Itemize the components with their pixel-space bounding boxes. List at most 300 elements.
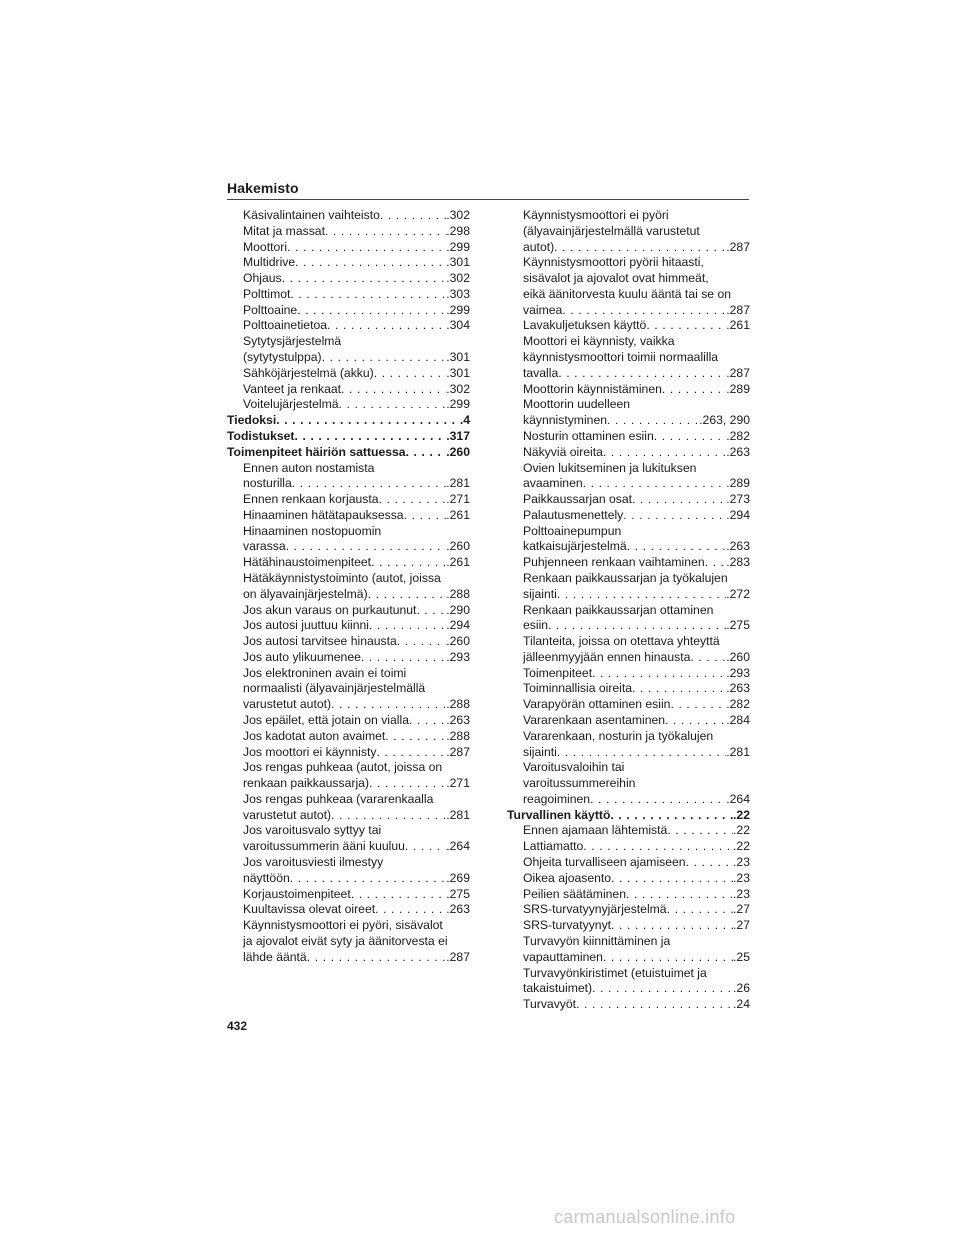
index-entry <box>507 839 750 855</box>
index-entry-row <box>227 476 470 492</box>
index-entry <box>507 508 750 524</box>
index-entry <box>507 334 750 381</box>
dot-leader <box>341 382 446 398</box>
index-entry-page: .263 <box>726 444 750 459</box>
dot-leader <box>667 902 733 918</box>
index-entry-line: Käynnistysmoottori pyörii hitaasti, <box>523 255 704 270</box>
dot-leader <box>610 808 733 824</box>
index-entry-row <box>507 681 750 697</box>
index-entry-text: Toiminnallisia oireita <box>523 681 633 696</box>
index-entry-text: Hätähinaustoimenpiteet <box>243 555 372 570</box>
index-entry-page: .263 <box>726 539 750 554</box>
index-entry-row <box>227 397 470 413</box>
index-entry <box>227 650 470 666</box>
dot-leader <box>379 492 447 508</box>
dot-leader <box>368 587 447 603</box>
index-entry-page: .260 <box>446 634 470 649</box>
index-entry <box>227 334 470 366</box>
index-entry-row <box>507 650 750 666</box>
dot-leader <box>405 839 446 855</box>
index-entry-text: Toimenpiteet häiriön sattuessa <box>227 444 406 459</box>
index-entry-row <box>227 887 470 903</box>
index-entry-page: .260 <box>446 444 470 459</box>
index-entry <box>227 618 470 634</box>
index-entry <box>227 366 470 382</box>
index-entry-row <box>227 350 470 366</box>
index-entry-page: .288 <box>446 586 470 601</box>
index-entry-text: Toimenpiteet <box>523 665 593 680</box>
index-entry <box>227 760 470 792</box>
index-entry-page: .302 <box>446 271 470 286</box>
index-entry-text: Jos epäilet, että jotain on vialla <box>243 713 409 727</box>
index-entry-text: Paikkaussarjan osat <box>523 492 633 507</box>
index-entry-line: Hätäkäynnistystoiminto (autot, joissa <box>243 570 441 585</box>
index-entry-page: .4 <box>459 413 470 428</box>
index-entry-row <box>507 792 750 808</box>
index-entry-line: Käynnistysmoottori ei pyöri, sisävalot <box>243 918 443 933</box>
index-entry <box>507 902 750 918</box>
index-entry-page: .290 <box>446 602 470 617</box>
index-entry <box>507 666 750 682</box>
index-entry-row <box>507 413 750 429</box>
index-entry-line: Käynnistysmoottori ei pyöri <box>523 208 669 222</box>
index-entry-row <box>227 776 470 792</box>
index-entry-line: varoitussummereihin <box>523 776 636 791</box>
index-entry-page: .287 <box>446 949 470 964</box>
dot-leader <box>646 318 726 334</box>
index-entry-row <box>507 492 750 508</box>
index-entry-line: Renkaan paikkaussarjan ja työkalujen <box>523 570 728 585</box>
index-entry-page: .263 <box>446 713 470 727</box>
index-entry-row <box>507 713 750 729</box>
dot-leader <box>361 650 446 666</box>
index-entry-page: .302 <box>446 208 470 222</box>
index-entry <box>507 429 750 445</box>
index-entry-row <box>507 697 750 713</box>
dot-leader <box>583 476 727 492</box>
dot-leader <box>592 666 726 682</box>
dot-leader <box>603 950 733 966</box>
index-entry-page: .304 <box>446 318 470 333</box>
index-entry-text: SRS-turvatyynyjärjestelmä <box>523 902 667 917</box>
index-entry-text: sijainti <box>523 744 557 759</box>
index-entry-page: .264 <box>446 839 470 854</box>
index-entry-text: renkaan paikkaussarja) <box>243 776 370 791</box>
index-entry <box>227 603 470 619</box>
index-entry-page: .299 <box>446 239 470 254</box>
index-entry-line: Tilanteita, joissa on otettava yhteyttä <box>523 634 720 649</box>
watermark-text: carmanualsonline.info <box>554 1207 736 1227</box>
index-entry-page: .299 <box>446 397 470 412</box>
index-entry-row <box>227 240 470 256</box>
index-entry <box>227 492 470 508</box>
index-entry-text: Jos autosi juuttuu kiinni <box>243 618 370 633</box>
index-entry <box>227 792 470 824</box>
index-entry-text: Vanteet ja renkaat <box>243 381 342 396</box>
index-entry-text: nosturilla <box>243 476 292 491</box>
index-entry-text: autot) <box>523 239 555 254</box>
index-entry-line: Moottorin uudelleen <box>523 397 631 412</box>
index-column-left <box>227 208 470 966</box>
dot-leader <box>654 429 727 445</box>
index-entry <box>507 397 750 429</box>
index-entry-row <box>227 839 470 855</box>
index-entry-text: Nosturin ottaminen esiin <box>523 428 654 443</box>
index-entry-page: .275 <box>726 618 750 633</box>
index-entry-text: Polttoaine <box>243 302 298 317</box>
index-entry-text: Turvallinen käyttö <box>507 807 611 822</box>
index-entry <box>227 713 470 729</box>
index-entry <box>227 855 470 887</box>
index-entry-text: Todistukset <box>227 428 295 443</box>
index-entry <box>227 224 470 240</box>
index-entry-page: .282 <box>726 697 750 712</box>
index-entry-line: Turvavyön kiinnittäminen ja <box>523 933 671 948</box>
dot-leader <box>327 318 446 334</box>
index-entry-row <box>227 745 470 761</box>
index-entry <box>507 918 750 934</box>
dot-leader <box>276 413 460 429</box>
dot-leader <box>322 350 447 366</box>
index-entry <box>507 634 750 666</box>
index-entry-row <box>227 445 470 461</box>
index-entry <box>507 855 750 871</box>
index-entry-row <box>507 808 750 824</box>
index-entry-page: .283 <box>726 555 750 570</box>
index-entry-row <box>227 634 470 650</box>
index-entry-page: .27 <box>733 902 750 917</box>
index-entry-page: .22 <box>733 839 750 854</box>
index-entry-text: Puhjenneen renkaan vaihtaminen <box>523 555 705 570</box>
dot-leader <box>632 681 726 697</box>
index-entry <box>507 461 750 493</box>
index-entry <box>227 287 470 303</box>
index-entry <box>227 208 470 224</box>
index-entry-page: .27 <box>733 918 750 933</box>
index-entry-page: .284 <box>726 713 750 727</box>
dot-leader <box>292 476 446 492</box>
index-entry-text: Voitelujärjestelmä <box>243 397 339 412</box>
index-entry-text: jälleenmyyjään ennen hinausta <box>523 649 691 664</box>
dot-leader <box>286 539 447 555</box>
index-entry-line: sisävalot ja ajovalot ovat himmeät, <box>523 271 709 286</box>
index-entry-row <box>507 839 750 855</box>
dot-leader <box>290 871 447 887</box>
index-entry-line: käynnistysmoottori toimii normaalilla <box>523 350 719 365</box>
index-entry-text: sijainti <box>523 586 557 601</box>
index-entry-page: .261 <box>446 507 470 522</box>
index-entry-text: Jos autosi tarvitsee hinausta <box>243 634 397 649</box>
index-entry-page: .272 <box>726 586 750 601</box>
index-entry-row <box>227 729 470 745</box>
page-number: 432 <box>227 1019 248 1033</box>
index-heading-entry <box>227 445 470 461</box>
index-entry <box>227 745 470 761</box>
index-entry-page: .301 <box>446 350 470 365</box>
index-entry-row <box>227 287 470 303</box>
index-entry-row <box>227 539 470 555</box>
index-entry-row <box>227 650 470 666</box>
dot-leader <box>416 603 446 619</box>
index-entry-text: vapauttaminen <box>523 949 603 964</box>
index-entry-row <box>507 476 750 492</box>
dot-leader <box>554 240 726 256</box>
index-entry-text: Sähköjärjestelmä (akku) <box>243 365 374 380</box>
index-entry-page: .264 <box>726 791 750 806</box>
index-entry <box>227 918 470 965</box>
index-entry-page: .294 <box>446 618 470 633</box>
index-entry-row <box>507 618 750 634</box>
index-entry-row <box>227 413 470 429</box>
dot-leader <box>369 618 446 634</box>
index-entry <box>507 445 750 461</box>
index-entry <box>507 966 750 998</box>
index-entry-page: .288 <box>446 728 470 743</box>
index-entry-row <box>227 366 470 382</box>
index-entry-line: eikä äänitorvesta kuulu ääntä tai se on <box>523 286 732 301</box>
index-entry-page: .302 <box>446 381 470 396</box>
index-entry-text: (sytytystulppa) <box>243 350 322 365</box>
index-entry-row <box>507 555 750 571</box>
index-entry <box>227 887 470 903</box>
index-entry-text: Polttoainetietoa <box>243 318 328 333</box>
index-entry-text: Hinaaminen hätätapauksessa <box>243 507 404 522</box>
index-entry-row <box>227 208 470 224</box>
index-entry-text: esiin <box>523 618 549 633</box>
dot-leader <box>562 303 726 319</box>
index-entry-page: .287 <box>726 239 750 254</box>
index-entry-row <box>227 382 470 398</box>
index-entry-line: Jos rengas puhkeaa (autot, joissa on <box>243 760 443 775</box>
index-entry-row <box>227 587 470 603</box>
dot-leader <box>371 555 446 571</box>
index-entry-page: .22 <box>733 807 750 822</box>
index-entry-page: .24 <box>733 997 750 1012</box>
index-entry <box>507 887 750 903</box>
dot-leader <box>667 823 733 839</box>
dot-leader <box>548 618 726 634</box>
index-entry-row <box>227 902 470 918</box>
index-entry-text: Korjaustoimenpiteet <box>243 886 351 901</box>
dot-leader <box>297 303 446 319</box>
index-entry <box>227 524 470 556</box>
index-entry-text: Lattiamatto <box>523 839 584 854</box>
dot-leader <box>590 792 726 808</box>
index-entry-row <box>227 224 470 240</box>
index-entry <box>227 634 470 650</box>
index-entry <box>227 461 470 493</box>
index-entry <box>227 255 470 271</box>
index-entry-line: ja ajovalot eivät syty ja äänitorvesta ei <box>243 933 448 948</box>
index-entry-text: Jos akun varaus on purkautunut <box>243 602 417 617</box>
dot-leader <box>406 445 447 461</box>
index-entry <box>507 934 750 966</box>
index-entry-page: .294 <box>726 507 750 522</box>
index-entry-text: Moottorin käynnistäminen <box>523 381 662 396</box>
index-entry-row <box>227 603 470 619</box>
index-entry-page: .263, 290 <box>699 413 750 428</box>
index-entry <box>507 603 750 635</box>
index-entry-page: .261 <box>726 318 750 333</box>
index-entry <box>507 729 750 761</box>
dot-leader <box>611 871 733 887</box>
dot-leader <box>603 445 726 461</box>
index-entry-text: Vararenkaan asentaminen <box>523 713 666 727</box>
index-entry-text: käynnistyminen <box>523 413 607 428</box>
dot-leader <box>331 697 446 713</box>
index-entry <box>507 681 750 697</box>
index-entry <box>507 492 750 508</box>
index-entry-row <box>227 555 470 571</box>
index-entry-page: .25 <box>733 949 750 964</box>
dot-leader <box>307 950 447 966</box>
index-entry-row <box>227 492 470 508</box>
index-entry-row <box>227 713 470 729</box>
index-entry <box>507 255 750 318</box>
index-entry <box>227 823 470 855</box>
index-entry-text: avaaminen <box>523 476 583 491</box>
index-entry <box>507 871 750 887</box>
dot-leader <box>665 713 726 729</box>
index-entry <box>507 571 750 603</box>
dot-leader <box>376 745 446 761</box>
index-entry-page: .263 <box>726 681 750 696</box>
index-entry <box>227 303 470 319</box>
dot-leader <box>351 887 447 903</box>
index-entry-text: Jos moottori ei käynnisty <box>243 744 377 759</box>
index-entry-line: (älyavainjärjestelmällä varustetut <box>523 223 700 238</box>
index-entry-page: .287 <box>726 365 750 380</box>
dot-leader <box>576 997 733 1013</box>
index-entry-page: .23 <box>733 855 750 870</box>
index-entry-row <box>507 902 750 918</box>
index-entry-row <box>507 997 750 1013</box>
index-entry-text: Tiedoksi <box>227 413 277 428</box>
index-entry-page: .275 <box>446 886 470 901</box>
index-entry-row <box>227 618 470 634</box>
index-entry-page: .23 <box>733 870 750 885</box>
index-entry-page: .269 <box>446 870 470 885</box>
index-entry-page: .288 <box>446 697 470 712</box>
index-entry-text: Ohjeita turvalliseen ajamiseen <box>523 855 686 870</box>
index-entry-text: Mitat ja massat <box>243 223 325 238</box>
index-entry-text: Ennen renkaan korjausta <box>243 492 379 507</box>
index-entry <box>227 240 470 256</box>
index-entry-line: Moottori ei käynnisty, vaikka <box>523 334 675 349</box>
index-entry-page: .26 <box>733 981 750 996</box>
dot-leader <box>623 508 726 524</box>
index-entry-row <box>227 950 470 966</box>
index-entry-line: Jos varoitusvalo syttyy tai <box>243 823 382 838</box>
index-entry-row <box>227 697 470 713</box>
dot-leader <box>380 208 446 224</box>
dot-leader <box>375 902 446 918</box>
index-entry-page: .260 <box>446 539 470 554</box>
index-entry-text: varoitussummerin ääni kuuluu <box>243 839 405 854</box>
index-entry <box>227 318 470 334</box>
index-entry <box>507 555 750 571</box>
index-entry <box>227 555 470 571</box>
index-entry-line: Renkaan paikkaussarjan ottaminen <box>523 602 714 617</box>
index-entry-page: .271 <box>446 776 470 791</box>
index-entry <box>227 571 470 603</box>
index-entry-row <box>507 382 750 398</box>
index-entry-text: Ohjaus <box>243 271 282 286</box>
index-entry-page: .293 <box>726 665 750 680</box>
index-entry <box>507 823 750 839</box>
index-entry-row <box>227 271 470 287</box>
dot-leader <box>369 776 446 792</box>
index-entry-line: Polttoainepumpun <box>523 523 622 538</box>
index-entry-page: .260 <box>726 649 750 664</box>
index-entry-text: tavalla <box>523 365 559 380</box>
index-entry-row <box>507 981 750 997</box>
dot-leader <box>705 555 727 571</box>
index-entry-row <box>507 508 750 524</box>
dot-leader <box>374 366 447 382</box>
index-entry <box>227 729 470 745</box>
index-entry-page: .317 <box>446 428 470 443</box>
index-entry <box>227 508 470 524</box>
index-entry-line: Ovien lukitseminen ja lukituksen <box>523 460 697 475</box>
index-entry <box>227 382 470 398</box>
index-entry <box>227 666 470 713</box>
index-entry-row <box>507 240 750 256</box>
dot-leader <box>558 366 726 382</box>
dot-leader <box>611 918 733 934</box>
index-entry-text: varustetut autot) <box>243 697 332 712</box>
index-entry-text: Peilien säätäminen <box>523 886 626 901</box>
dot-leader <box>397 634 446 650</box>
dot-leader <box>607 413 699 429</box>
index-entry-row <box>507 950 750 966</box>
index-entry <box>507 382 750 398</box>
index-heading-entry <box>507 808 750 824</box>
dot-leader <box>592 981 733 997</box>
dot-leader <box>339 397 447 413</box>
index-entry-text: Ennen ajamaan lähtemistä <box>523 823 668 838</box>
index-entry-line: normaalisti (älyavainjärjestelmällä <box>243 681 426 696</box>
section-title: Hakemisto <box>227 180 299 196</box>
index-entry-row <box>507 445 750 461</box>
index-entry <box>507 697 750 713</box>
index-entry-row <box>507 318 750 334</box>
dot-leader <box>557 745 726 761</box>
index-entry-text: Multidrive <box>243 255 296 270</box>
index-entry-page: .289 <box>726 476 750 491</box>
index-entry-row <box>227 808 470 824</box>
index-entry-text: Palautusmenettely <box>523 507 624 522</box>
index-entry-row <box>227 871 470 887</box>
index-entry-line: Turvavyönkiristimet (etuistuimet ja <box>523 965 707 980</box>
index-entry-row <box>507 745 750 761</box>
dot-leader <box>626 887 733 903</box>
index-entry-row <box>507 303 750 319</box>
index-entry-page: .287 <box>446 744 470 759</box>
index-entry-page: .261 <box>446 555 470 570</box>
index-entry-row <box>507 666 750 682</box>
index-entry-text: varassa <box>243 539 286 554</box>
index-entry-page: .293 <box>446 649 470 664</box>
index-entry-page: .281 <box>446 476 470 491</box>
index-entry-text: Varapyörän ottaminen esiin <box>523 697 671 712</box>
dot-leader <box>583 839 733 855</box>
dot-leader <box>385 729 446 745</box>
index-entry-line: Jos varoitusviesti ilmestyy <box>243 855 384 870</box>
index-entry-page: .273 <box>726 492 750 507</box>
index-entry-text: Turvavyöt <box>523 997 577 1012</box>
index-entry-page: .289 <box>726 381 750 396</box>
